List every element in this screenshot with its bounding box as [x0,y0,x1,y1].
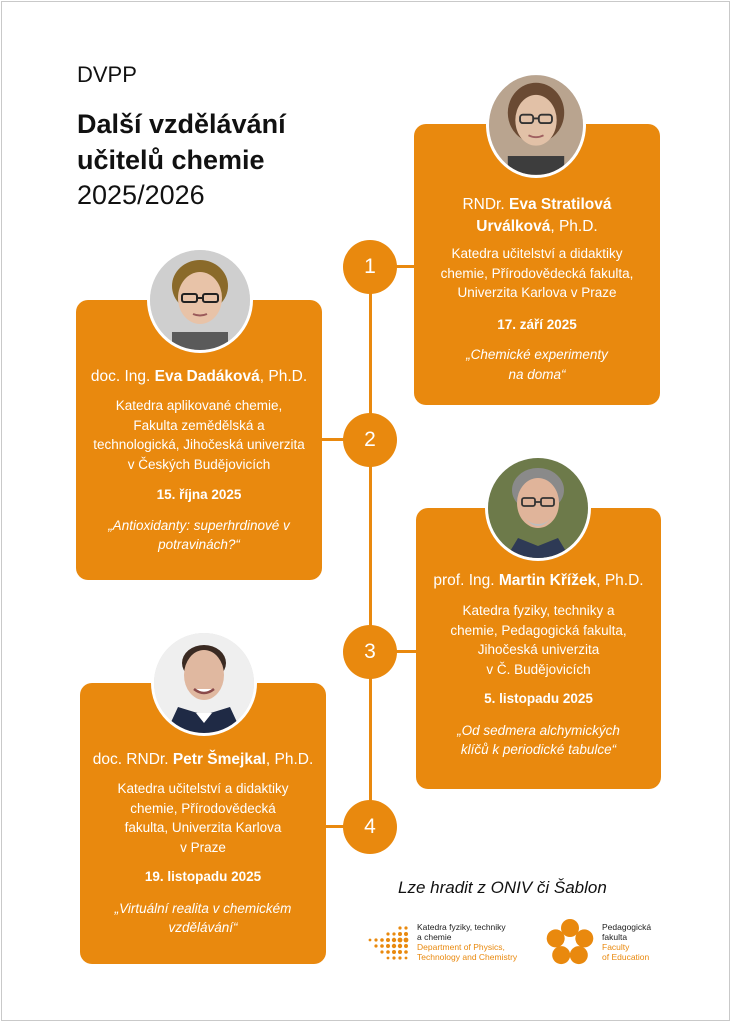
portrait-woman-glasses-icon [489,75,583,175]
topic-line: „Od sedmera alchymických [457,722,620,738]
lecturer-title-prefix: doc. RNDr. [92,751,169,768]
page-title [77,106,367,178]
faculty-name-cz: Pedagogická [602,922,652,932]
timeline-number-3: 3 [343,625,397,679]
faculty-flower-logo-icon [545,918,595,968]
dept-line: Univerzita Karlova v Praze [457,285,617,300]
lecturer-name-part-2: Urválková [476,218,551,235]
lecturer-name [76,366,322,388]
title-line-2: učitelů chemie [77,145,265,175]
dept-line: chemie, Přírodovědecká [130,800,276,816]
dept-line: fakulta, Univerzita Karlova [124,820,282,835]
portrait-man-smiling-icon [154,633,254,733]
faculty-name-cz: fakulta [602,932,628,942]
timeline-connector-4 [324,825,344,828]
dept-name-en: Technology and Chemistry [417,952,518,962]
dept-line: Katedra učitelství a didaktiky [117,781,289,796]
lecturer-name [416,570,661,592]
dept-line: Fakulta zemědělská a [133,417,265,433]
portrait-woman-short-hair-icon [150,250,250,350]
timeline-number-4: 4 [343,800,397,854]
dept-name-cz: a chemie [417,932,452,942]
lecturer-title-suffix: , Ph.D. [259,368,308,385]
dept-line: technologická, Jihočeská univerzita [93,437,305,452]
topic-line: potravinách?“ [158,537,240,552]
funding-note: Lze hradit z ONIV či Šablon [398,878,607,897]
timeline-connector-1 [396,265,416,268]
lecturer-title-suffix: , Ph.D. [596,572,644,589]
timeline-number-1: 1 [343,240,397,294]
dept-line: v Českých Budějovicích [127,456,271,472]
lecturer-title-suffix: , Ph.D. [265,751,314,768]
topic-line: klíčů k periodické tabulce“ [460,742,617,757]
lecturer-department [414,244,660,303]
topic-line: na doma“ [508,366,566,382]
dept-line: v Č. Budějovicích [486,661,591,677]
school-year: 2025/2026 [77,180,205,210]
topic-line: „Chemické experimenty [466,347,608,362]
lecturer-name-bold: Martin Křížek [498,572,597,589]
dept-line: Jihočeská univerzita [477,642,600,657]
department-dots-logo-icon [366,924,412,964]
lecturer-title-prefix: RNDr. [462,196,505,213]
lecture-date: 15. října 2025 [156,487,242,502]
lecture-date: 5. listopadu 2025 [484,691,593,706]
lecturer-title-suffix: , Ph.D. [550,218,598,235]
dept-line: chemie, Pedagogická fakulta, [450,622,627,638]
lecturer-name-bold: Eva Dadáková [154,368,260,385]
topic-line: „Antioxidanty: superhrdinové v [108,517,290,533]
portrait-eva-urvalkova [486,72,586,178]
dept-name-cz: Katedra fyziky, techniky [417,922,506,932]
faculty-name-en: of Education [602,952,650,962]
lecture-topic [416,721,661,760]
lecturer-name-bold: Petr Šmejkal [172,751,266,768]
faculty-logo-text [602,922,651,962]
lecture-topic [414,345,660,384]
lecturer-title-prefix: doc. Ing. [90,368,151,385]
lecturer-department [416,601,661,679]
lecturer-department [80,779,326,857]
dept-line: Katedra fyziky, techniky a [462,603,615,618]
portrait-man-beard-icon [488,458,588,558]
dept-line: chemie, Přírodovědecká fakulta, [440,265,634,281]
dept-line: v Praze [180,839,226,855]
lecture-date: 17. září 2025 [497,316,577,332]
portrait-martin-krizek [485,455,591,561]
lecture-topic [80,899,326,938]
lecturer-department [76,396,322,474]
header-label: DVPP [77,62,137,87]
dept-line: Katedra učitelství a didaktiky [451,246,623,261]
timeline-connector-2 [320,438,344,441]
timeline-number-2: 2 [343,413,397,467]
title-line-1: Další vzdělávání [77,109,286,139]
portrait-eva-dadakova [147,247,253,353]
faculty-name-en: Faculty [602,942,630,952]
topic-line: „Virtuální realita v chemickém [114,900,292,916]
timeline-line [369,262,372,822]
lecturer-title-prefix: prof. Ing. [433,572,495,589]
dept-name-en: Department of Physics, [417,942,505,952]
department-logo-text [417,922,517,962]
lecturer-name [80,749,326,771]
portrait-petr-smejkal [151,630,257,736]
dept-line: Katedra aplikované chemie, [115,398,283,413]
lecturer-name [414,194,660,238]
lecture-date: 19. listopadu 2025 [144,869,262,884]
lecturer-name-part-1: Eva Stratilová [508,196,612,213]
lecture-topic [76,516,322,555]
topic-line: vzdělávání“ [168,920,238,935]
timeline-connector-3 [396,650,416,653]
